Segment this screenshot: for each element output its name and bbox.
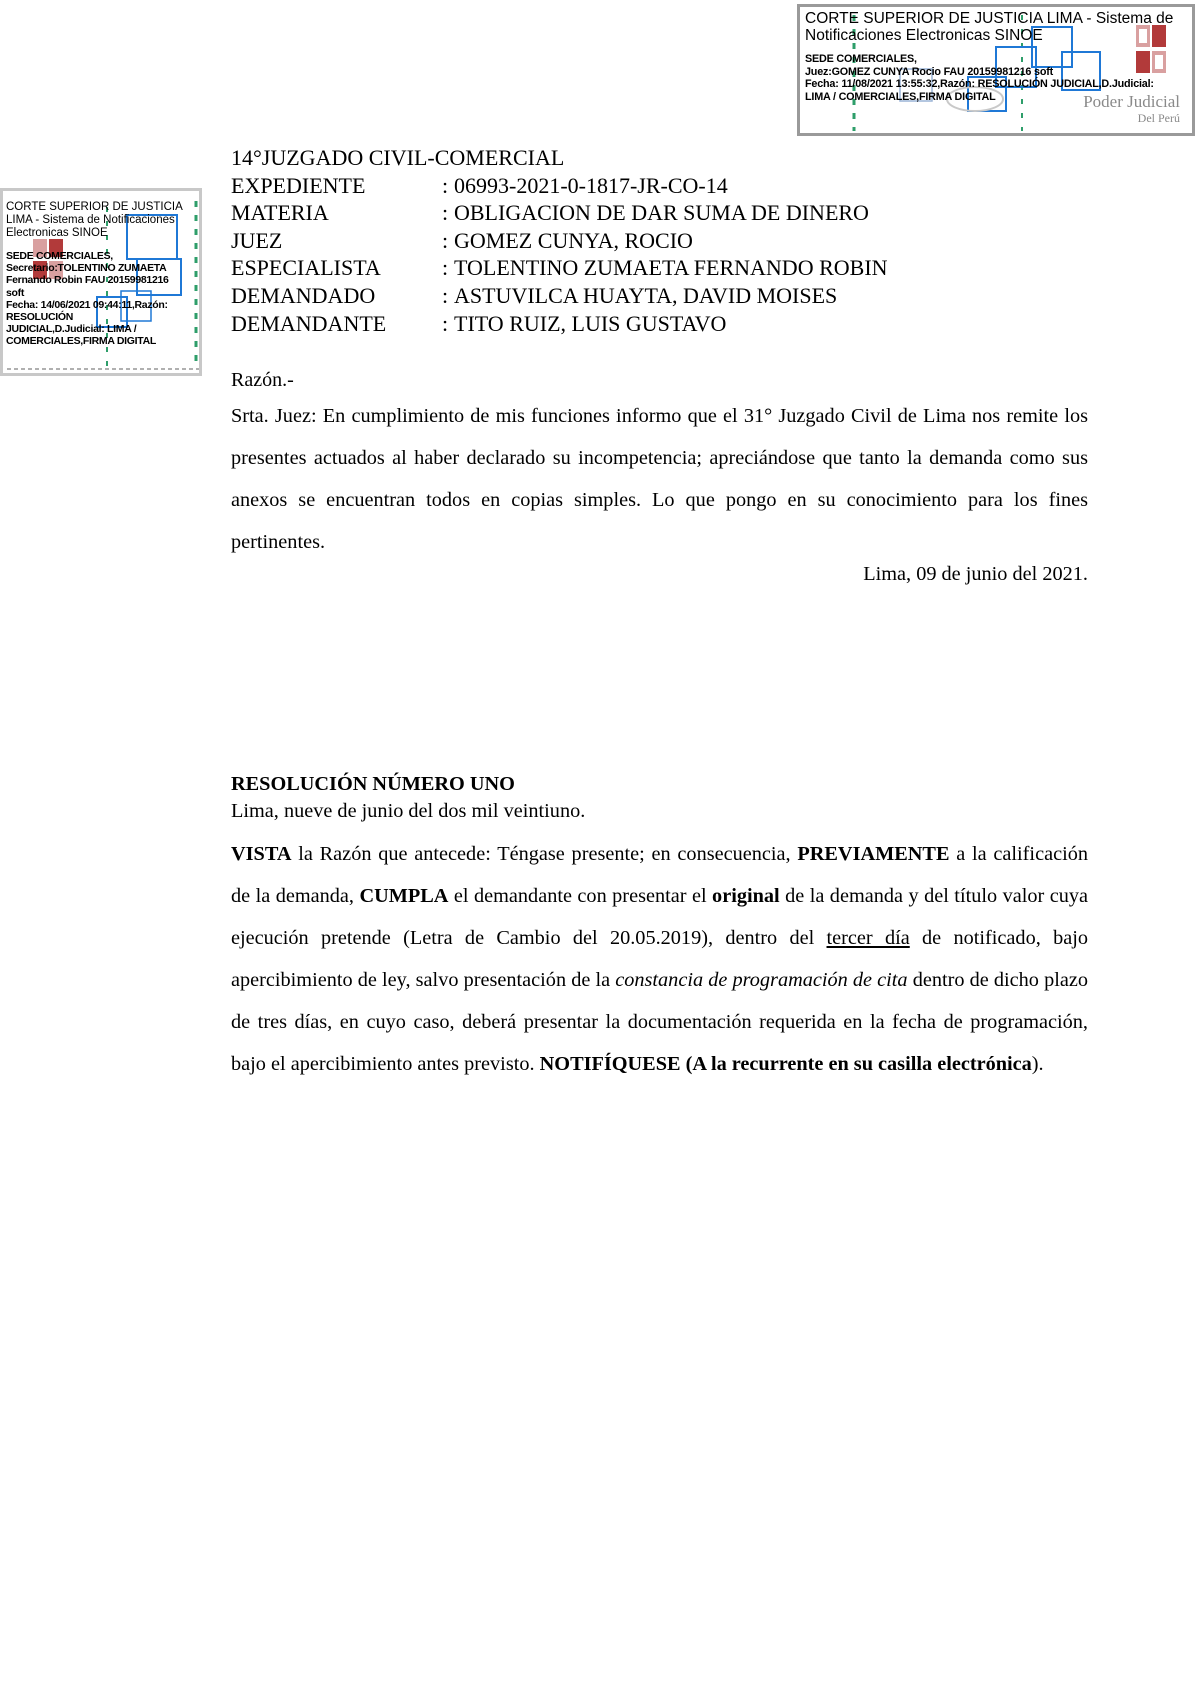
field-separator: : xyxy=(442,227,449,253)
stamp-line: LIMA - Sistema de Notificaciones xyxy=(6,214,175,226)
logo-subtext: Del Perú xyxy=(1137,111,1180,125)
field-value: 06993-2021-0-1817-JR-CO-14 xyxy=(454,172,728,198)
stamp-line: CORTE SUPERIOR DE JUSTICIA xyxy=(6,201,183,213)
field-label: DEMANDANTE xyxy=(231,310,387,336)
stamp-line: Fernando Robin FAU 20159981216 xyxy=(6,274,169,287)
field-label: ESPECIALISTA xyxy=(231,255,381,281)
razon-title: Razón.- xyxy=(231,369,294,391)
field-value: TOLENTINO ZUMAETA FERNANDO ROBIN xyxy=(454,255,888,281)
stamp-line: RESOLUCIÓN xyxy=(6,311,74,324)
field-value: GOMEZ CUNYA, ROCIO xyxy=(454,227,693,253)
resolution-paragraph xyxy=(231,833,1088,1085)
logo-text: Poder Judicial xyxy=(1083,92,1180,111)
digital-signature-stamp-judge xyxy=(797,4,1195,136)
text-italic: constancia de programación de cita xyxy=(615,969,908,991)
court-name: 14°JUZGADO CIVIL-COMERCIAL xyxy=(231,145,565,170)
stamp-line: LIMA / COMERCIALES,FIRMA DIGITAL xyxy=(805,90,996,103)
header-row xyxy=(231,310,888,338)
header-row xyxy=(231,199,888,227)
text-bold: CUMPLA xyxy=(359,885,449,907)
field-separator: : xyxy=(442,200,449,226)
field-label: JUEZ xyxy=(231,227,283,253)
stamp-line: SEDE COMERCIALES, xyxy=(6,250,113,262)
header-row xyxy=(231,227,888,255)
text-bold: PREVIAMENTE xyxy=(797,843,950,865)
razon-date: Lima, 09 de junio del 2021. xyxy=(863,563,1088,585)
field-separator: : xyxy=(442,255,449,281)
stamp-line: Fecha: 11/08/2021 13:55:32,Razón: RESOLUCIÓN JUDICIAL,D.Judicial: xyxy=(805,78,1154,90)
stamp-line: JUDICIAL,D.Judicial: LIMA / xyxy=(6,323,137,336)
text-run: dentro de dicho plazo de tres días, en cuyo caso, deberá presentar la documentación requerida en la fecha de programación, bajo el apercibimiento antes previsto. xyxy=(231,969,1088,1075)
case-header xyxy=(231,144,888,337)
field-value: TITO RUIZ, LUIS GUSTAVO xyxy=(454,310,727,336)
field-label: EXPEDIENTE xyxy=(231,172,366,198)
header-row xyxy=(231,282,888,310)
field-label: MATERIA xyxy=(231,200,329,226)
text-run: de la demanda y del título valor cuya ejecución pretende (Letra de Cambio del 20.05.2019), dentro del xyxy=(231,885,1088,949)
field-separator: : xyxy=(442,172,449,198)
stamp-line: Fecha: 14/06/2021 09:44:11,Razón: xyxy=(6,298,168,311)
text-bold: VISTA xyxy=(231,843,292,865)
stamp-line: Juez:GOMEZ CUNYA Rocio FAU 20159981216 soft xyxy=(805,65,1054,78)
stamp-line: Notificaciones Electronicas SINOE xyxy=(805,27,1043,44)
resolution-date: Lima, nueve de junio del dos mil veintiuno. xyxy=(231,800,586,822)
stamp-line: Secretario:TOLENTINO ZUMAETA xyxy=(6,262,167,275)
text-run: el demandante con presentar el xyxy=(448,885,713,907)
text-bold: NOTIFÍQUESE (A la recurrente en su casilla electrónica xyxy=(539,1053,1032,1075)
field-value: ASTUVILCA HUAYTA, DAVID MOISES xyxy=(454,282,838,308)
field-separator: : xyxy=(442,310,449,336)
resolution-title: RESOLUCIÓN NÚMERO UNO xyxy=(231,773,515,795)
razon-paragraph: Srta. Juez: En cumplimiento de mis funciones informo que el 31° Juzgado Civil de Lima nos remite los presentes actuados al haber declarado su incompetencia; apreciándose que tanto la demanda como sus anexos se encuentran todos en copias simples. Lo que pongo en su conocimiento para los fines pertinentes. xyxy=(231,405,1088,553)
header-row xyxy=(231,254,888,282)
text-run: ). xyxy=(1031,1053,1044,1075)
text-run: la Razón que antecede: Téngase presente; en consecuencia, xyxy=(291,843,798,865)
text-underlined: tercer día xyxy=(826,927,910,949)
stamp-line: soft xyxy=(6,286,25,299)
text-run: de notificado, bajo apercibimiento de ley, salvo presentación de la xyxy=(231,927,1088,991)
digital-signature-stamp-secretary xyxy=(0,188,202,376)
stamp-line: SEDE COMERCIALES, xyxy=(805,53,917,65)
stamp-line: Electronicas SINOE xyxy=(6,227,108,239)
field-label: DEMANDADO xyxy=(231,282,376,308)
field-value: OBLIGACION DE DAR SUMA DE DINERO xyxy=(454,200,869,226)
stamp-line: COMERCIALES,FIRMA DIGITAL xyxy=(6,335,156,348)
text-bold: original xyxy=(712,885,780,907)
header-row xyxy=(231,172,888,200)
field-separator: : xyxy=(442,282,449,308)
stamp-line: CORTE SUPERIOR DE JUSTICIA LIMA - Sistema de xyxy=(805,10,1174,27)
text-run: a la calificación de la demanda, xyxy=(231,843,1088,907)
